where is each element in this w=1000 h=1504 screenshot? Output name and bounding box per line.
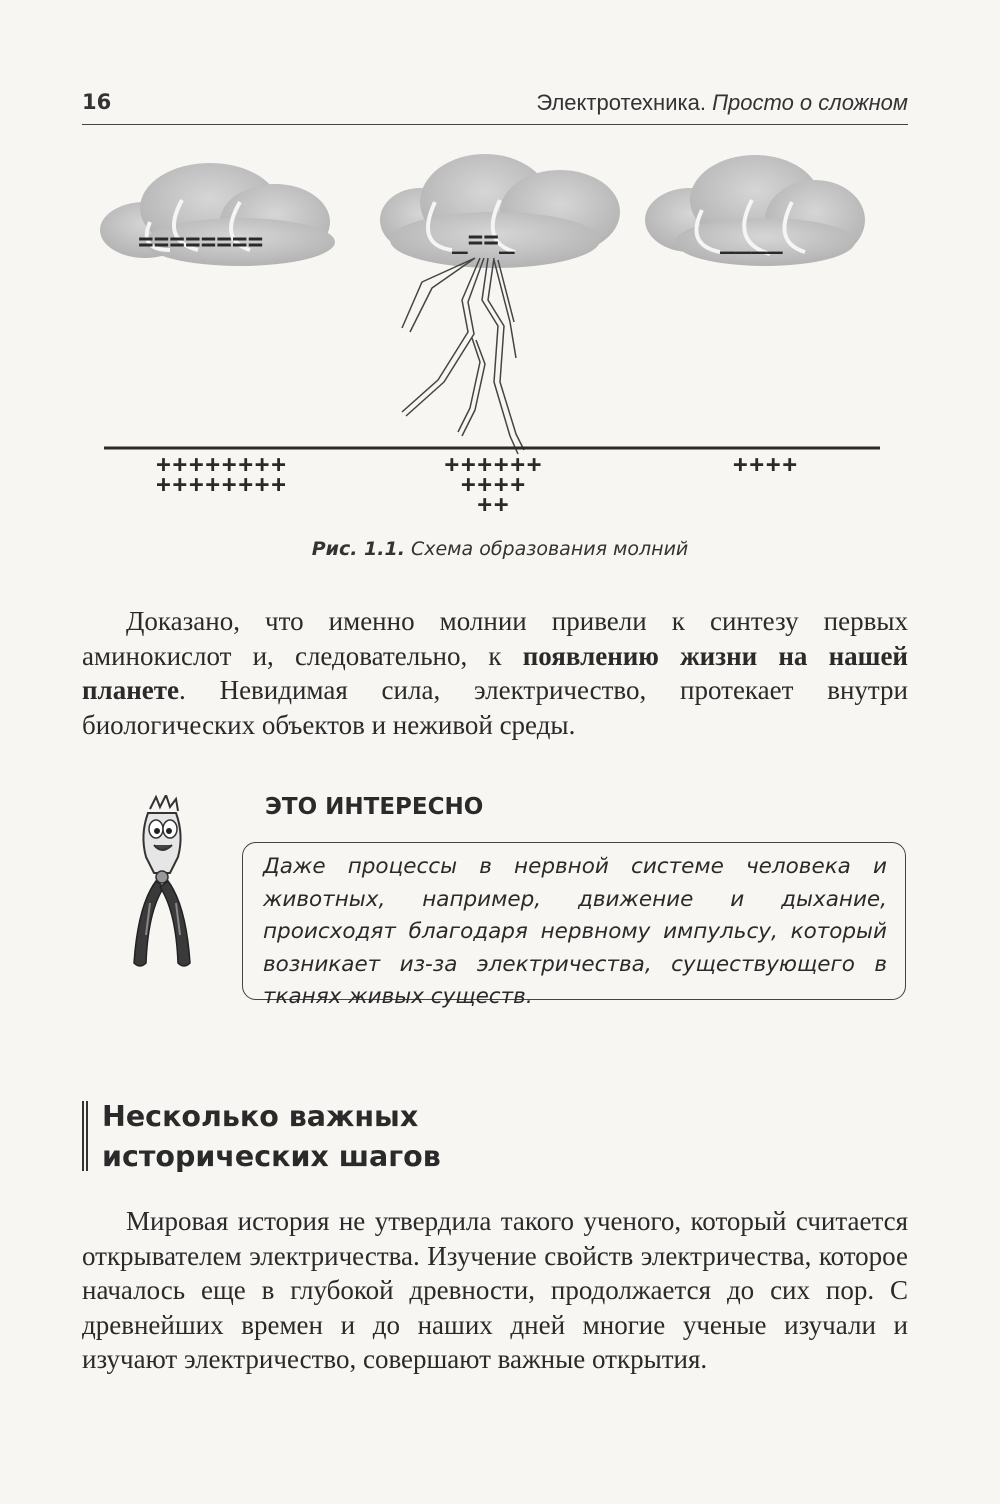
section-heading-line-2: исторических шагов (102, 1140, 441, 1173)
charges-right-row1: ++++ (733, 450, 799, 478)
paragraph-1 (82, 604, 908, 742)
interesting-title: ЭТО ИНТЕРЕСНО (265, 794, 484, 820)
running-title-italic: Просто о сложном (712, 90, 908, 115)
section-heading (82, 1097, 441, 1177)
paragraph-2-text: Мировая история не утвердила такого ученого, который считается открывателем электричества. Изучение свойств электричества, которое началось еще в глубокой древности, продолжается до сих пор. С древнейших времен и до наших дней многие ученые изучали и изучают электричество, совершают важные открытия. (82, 1206, 908, 1374)
running-header (82, 88, 908, 125)
charges-left-row1: ++++++++ (156, 450, 288, 478)
charges-middle-row3: ++ (477, 490, 511, 518)
paragraph-1-end: . Невидимая сила, электричество, протекает внутри биологических объектов и неживой среды. (82, 675, 908, 740)
cloud-right (645, 155, 865, 266)
ground-charges (156, 450, 799, 518)
charges-middle-row1: ++++++ (444, 450, 544, 478)
pliers-mascot-icon (120, 795, 205, 975)
cloud-middle-charges: _==_ (452, 225, 515, 255)
interesting-text: Даже процессы в нервной системе человека и животных, например, движение и дыхание, происходят благодаря нервному импульсу, который возникает из-за электричества, существующего в тканях живых существ. (263, 854, 887, 1009)
paragraph-2 (82, 1204, 908, 1377)
section-heading-line-1: Несколько важных (102, 1100, 419, 1133)
cloud-left-charges: ======== (138, 227, 264, 257)
cloud-right-charges: ____ (720, 225, 783, 255)
section-heading-bar (82, 1101, 88, 1171)
paragraph-1-start: Доказано, что именно молнии привели к синтезу первых аминокислот и, следовательно, к (82, 606, 908, 671)
figure-caption (0, 538, 1000, 560)
interesting-note-box (242, 842, 906, 1009)
running-title (536, 90, 908, 116)
page-number: 16 (82, 90, 112, 114)
cloud-left (100, 163, 335, 266)
caption-text: Схема образования молний (410, 538, 689, 560)
cloud-middle (380, 154, 620, 268)
charges-left-row2: ++++++++ (156, 470, 288, 498)
caption-label: Рис. 1.1. (311, 538, 405, 560)
paragraph-1-bold: появлению жизни на нашей планете (82, 640, 908, 705)
charges-middle-row2: ++++ (461, 470, 527, 498)
lightning-figure (90, 150, 900, 530)
running-title-main: Электротехника. (536, 90, 706, 115)
lightning-bolt (402, 258, 524, 454)
